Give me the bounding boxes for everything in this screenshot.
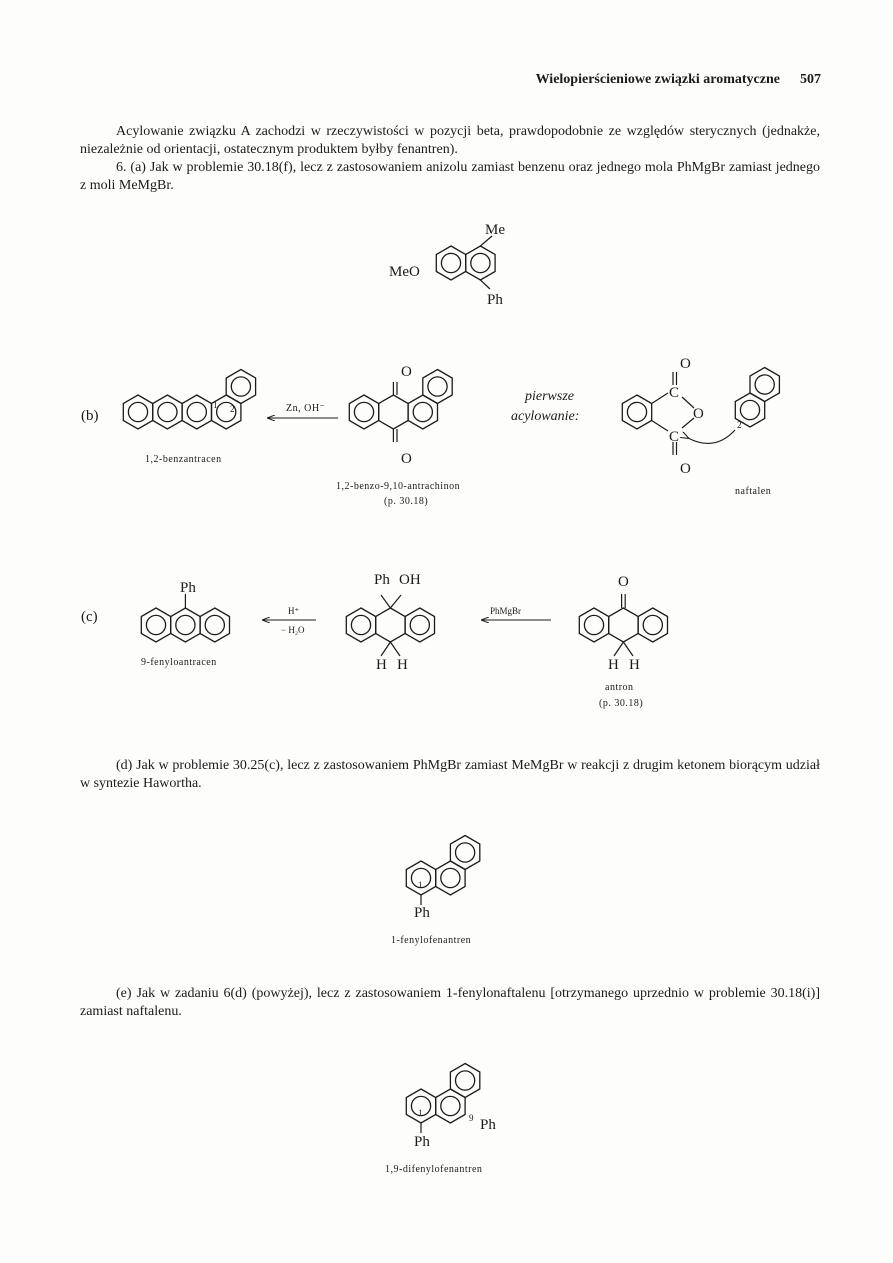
caption-phenylanthracene: 9-fenyloantracen bbox=[141, 657, 217, 668]
caption-diphenylphenanthrene: 1,9-difenylofenantren bbox=[385, 1164, 483, 1175]
label-c: (c) bbox=[81, 609, 98, 625]
svg-text:O: O bbox=[401, 451, 412, 467]
structure-diphenylphenanthrene bbox=[406, 1064, 496, 1151]
paragraph-6a: 6. (a) Jak w problemie 30.18(f), lecz z zastosowaniem anizolu zamiast benzenu oraz jednego mola PhMgBr zamiast jednego z moli MeMgBr. bbox=[80, 160, 820, 193]
svg-text:O: O bbox=[680, 461, 691, 477]
structure-phthalic-anhydride bbox=[622, 356, 735, 477]
paragraph-6d: (d) Jak w problemie 30.25(c), lecz z zastosowaniem PhMgBr zamiast MeMgBr w reakcji z drugim ketonem biorącym udział w syntezie Hawortha. bbox=[80, 758, 820, 791]
note-acylation: acylowanie: bbox=[511, 409, 580, 424]
structure-6a bbox=[389, 222, 505, 308]
caption-anthraquinone: 1,2-benzo-9,10-antrachinon bbox=[336, 481, 461, 492]
label-me: Me bbox=[485, 222, 505, 238]
svg-text:Ph: Ph bbox=[414, 905, 430, 921]
structure-anthrone bbox=[579, 574, 667, 673]
structure-benzanthracene bbox=[123, 370, 255, 430]
caption-anthrone: antron bbox=[605, 682, 634, 693]
svg-text:Ph: Ph bbox=[180, 580, 196, 596]
structure-phenylanthracene bbox=[141, 580, 229, 642]
svg-text:H: H bbox=[629, 657, 640, 673]
paragraph-acylation: Acylowanie związku A zachodzi w rzeczywistości w pozycji beta, prawdopodobnie ze względów sterycznych (jednakże, niezależnie od orientacji, ostatecznym produktem byłby fenantren). bbox=[80, 124, 820, 157]
svg-text:2: 2 bbox=[737, 420, 742, 430]
svg-text:1: 1 bbox=[418, 880, 423, 890]
svg-text:O: O bbox=[680, 356, 691, 372]
svg-text:H: H bbox=[608, 657, 619, 673]
caption-naphthalene: naftalen bbox=[735, 486, 772, 497]
reagent-grignard: PhMgBr bbox=[490, 606, 522, 616]
structure-carbinol bbox=[346, 572, 434, 673]
caption-phenylphenanthrene: 1-fenylofenantren bbox=[391, 935, 472, 946]
svg-text:1: 1 bbox=[418, 1108, 423, 1118]
structure-phenylphenanthrene bbox=[406, 836, 480, 922]
caption-benzanthracene: 1,2-benzantracen bbox=[145, 454, 222, 465]
svg-text:1: 1 bbox=[213, 400, 218, 410]
svg-text:2: 2 bbox=[230, 404, 235, 414]
svg-text:O: O bbox=[693, 406, 704, 422]
structure-naphthalene bbox=[735, 368, 779, 431]
svg-text:C: C bbox=[669, 385, 680, 401]
label-meo: MeO bbox=[389, 264, 420, 280]
header-title: Wielopierścieniowe związki aromatyczne bbox=[535, 72, 780, 87]
svg-text:H: H bbox=[376, 657, 387, 673]
reagent-water: − H₂O bbox=[281, 625, 305, 635]
note-first: pierwsze bbox=[525, 389, 574, 404]
svg-text:H: H bbox=[397, 657, 408, 673]
svg-text:Ph: Ph bbox=[414, 1134, 430, 1150]
paragraph-6e: (e) Jak w zadaniu 6(d) (powyżej), lecz z zastosowaniem 1-fenylonaftalenu [otrzymanego uprzednio w problemie 30.18(i)] zamiast naftalenu. bbox=[80, 986, 820, 1019]
svg-text:Ph: Ph bbox=[480, 1117, 496, 1133]
svg-text:9: 9 bbox=[469, 1113, 474, 1123]
svg-text:OH: OH bbox=[399, 572, 421, 588]
label-b: (b) bbox=[81, 408, 99, 424]
reagent-zn: Zn, OH⁻ bbox=[286, 403, 326, 414]
svg-text:Ph: Ph bbox=[374, 572, 390, 588]
reagent-acid: H⁺ bbox=[288, 606, 300, 616]
svg-text:O: O bbox=[618, 574, 629, 590]
structure-benzoanthraquinone bbox=[349, 364, 452, 467]
svg-text:O: O bbox=[401, 364, 412, 380]
svg-text:C: C bbox=[669, 429, 680, 445]
caption-anthrone-ref: (p. 30.18) bbox=[599, 698, 644, 709]
caption-anthraquinone-ref: (p. 30.18) bbox=[384, 496, 429, 507]
label-ph: Ph bbox=[487, 292, 503, 308]
page-number: 507 bbox=[800, 72, 821, 87]
